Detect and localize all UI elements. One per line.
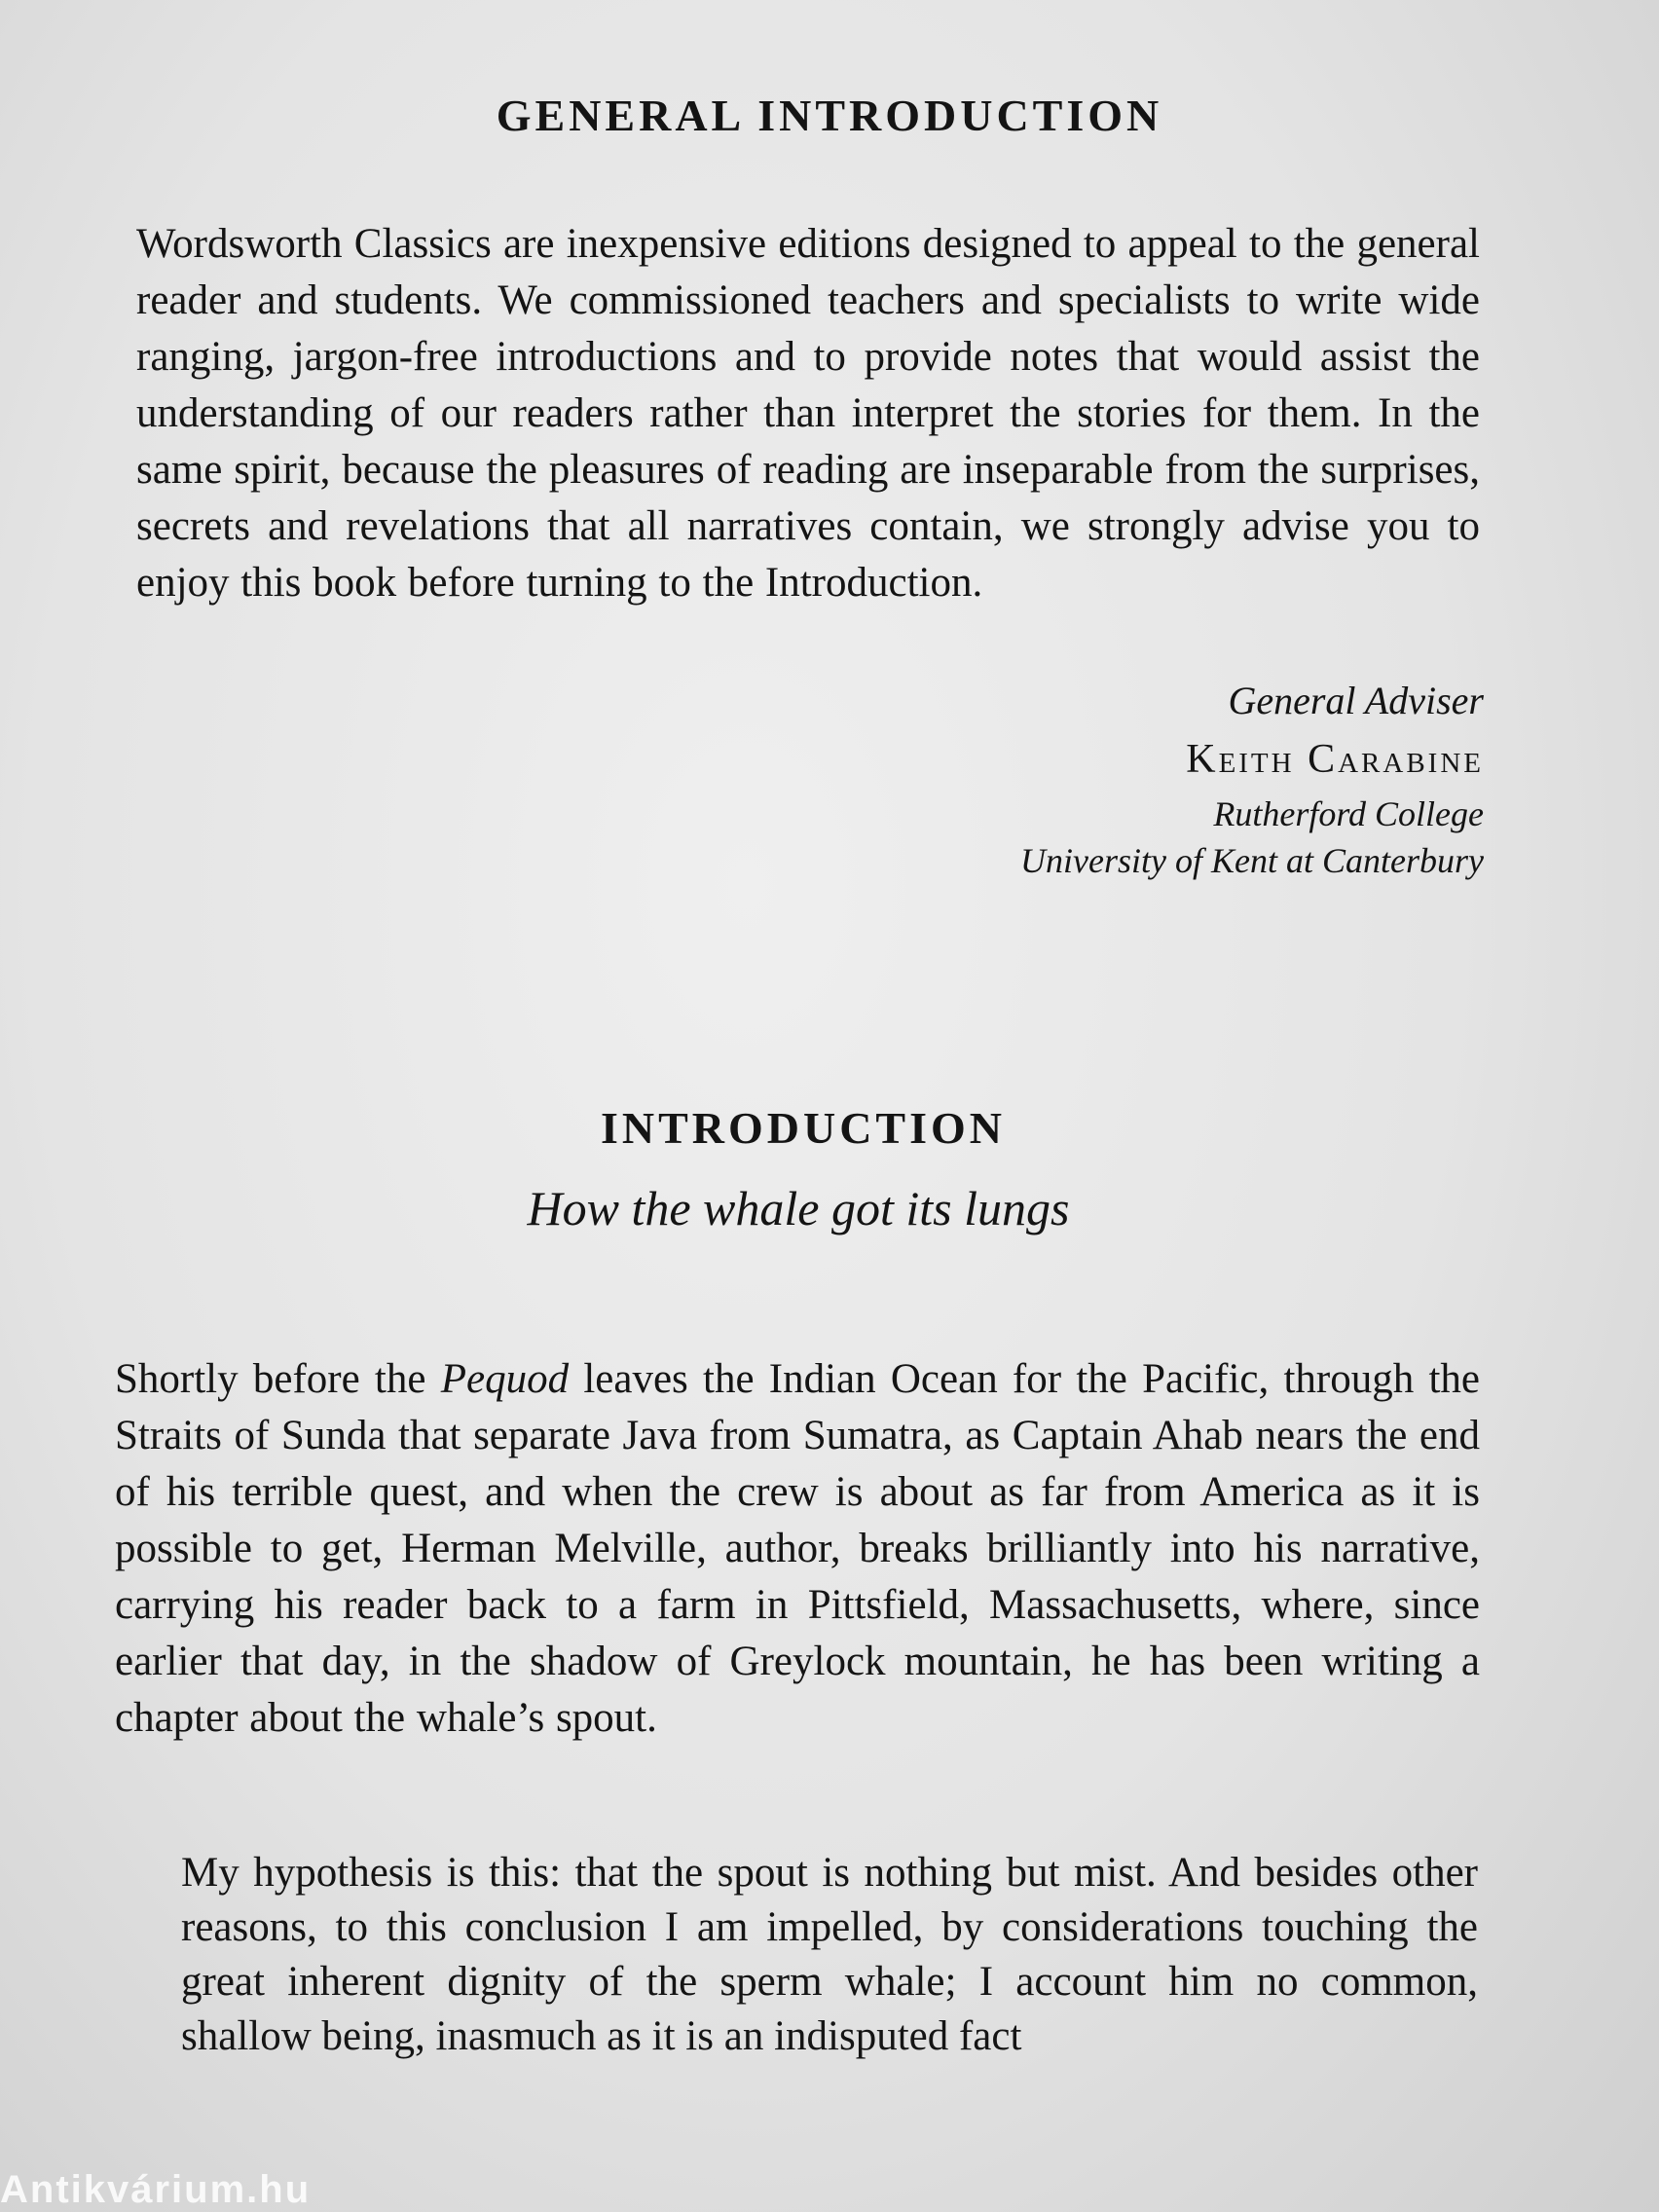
adviser-role: General Adviser bbox=[1228, 679, 1484, 722]
paragraph-lead: Shortly before the bbox=[115, 1356, 426, 1402]
introduction-heading: INTRODUCTION bbox=[600, 1103, 1007, 1153]
reverse-page-bleed bbox=[146, 0, 1509, 56]
adviser-signature bbox=[1020, 674, 1484, 884]
ship-name: Pequod bbox=[440, 1356, 570, 1402]
block-quote: My hypothesis is this: that the spout is nothing but mist. And besides other reasons, to this conclusion I am impelled, by considerations touching the great inherent dignity of the sperm whale; I account him no common, shallow being, inasmuch as it is an indisputed fact bbox=[181, 1850, 1478, 2059]
introduction-subtitle: How the whale got its lungs bbox=[527, 1181, 1070, 1235]
introduction-paragraph bbox=[115, 1351, 1480, 1747]
general-introduction-paragraph: Wordsworth Classics are inexpensive editions designed to appeal to the general reader and students. We commissioned teachers and specialists to write wide ranging, jargon-free introductions and to provide notes that would assist the understanding of our readers rather than interpret the stories for them. In the same spirit, because the pleasures of reading are inseparable from the surprises, secrets and revelations that all narratives contain, we strongly advise you to enjoy this book before turning to the Introduction. bbox=[136, 221, 1480, 606]
adviser-name: Keith Carabine bbox=[1186, 737, 1484, 782]
watermark: Antikvárium.hu bbox=[0, 2168, 312, 2211]
general-introduction-heading: GENERAL INTRODUCTION bbox=[496, 91, 1163, 140]
adviser-college: Rutherford College bbox=[1213, 794, 1484, 833]
paragraph-body: leaves the Indian Ocean for the Pacific, through the Straits of Sunda that separate Java from Sumatra, as Captain Ahab nears the end of his terrible quest, and when the crew is about as far from America as it is possible to get, Herman Melville, author, breaks brilliantly into his narrative, carrying his reader back to a farm in Pittsfield, Massachusetts, where, since earlier that day, in the shadow of Greylock mountain, he has been writing a chapter about the whale’s spout. bbox=[115, 1356, 1481, 1741]
adviser-university: University of Kent at Canterbury bbox=[1020, 841, 1484, 880]
